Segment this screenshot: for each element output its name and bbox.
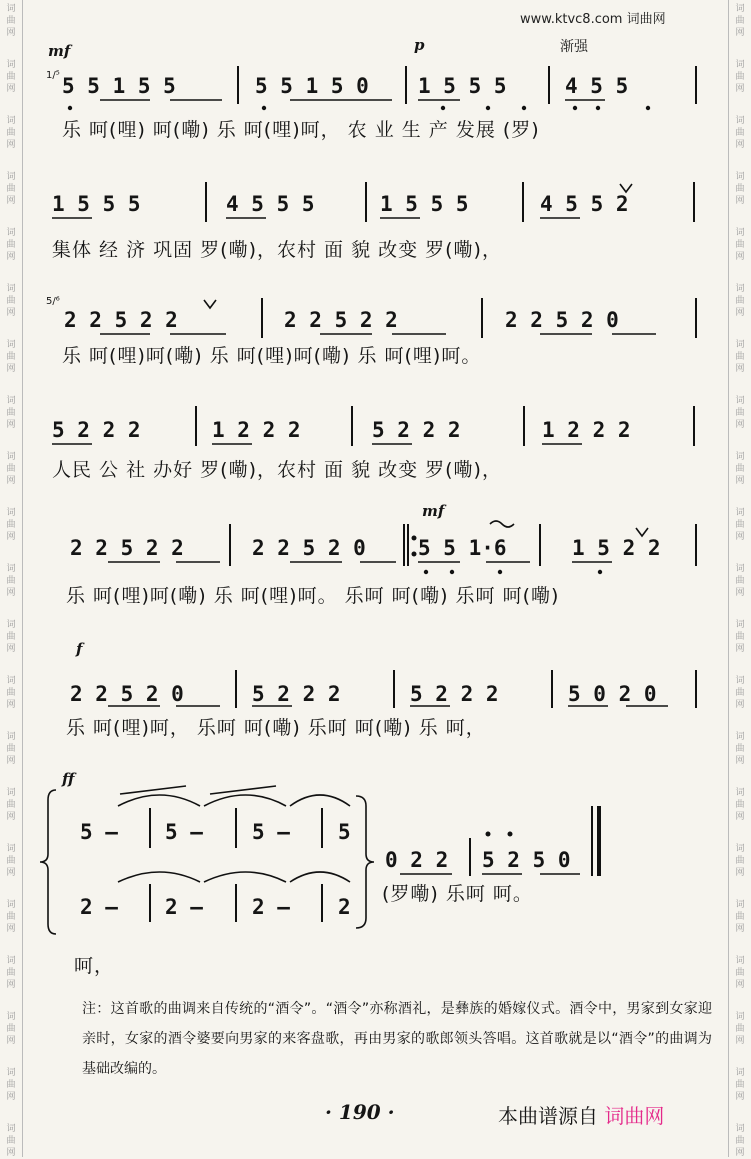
watermark-glyph: 曲 [735,408,745,418]
octave-dot [486,106,490,110]
watermark-glyph: 曲 [735,1080,745,1090]
watermark-glyph: 网 [6,476,16,486]
watermark-glyph: 词 [6,340,16,350]
watermark-glyph: 网 [6,364,16,374]
watermark-glyph: 网 [735,1092,745,1102]
watermark-glyph: 网 [6,420,16,430]
slur [204,795,286,806]
breath-mark [204,300,216,308]
dynamic-mf: mf [422,502,445,520]
watermark-glyph: 词 [6,788,16,798]
watermark-glyph: 曲 [735,688,745,698]
watermark-glyph: 曲 [735,184,745,194]
watermark-glyph: 词 [6,284,16,294]
watermark-glyph: 网 [6,252,16,262]
watermark-glyph: 曲 [6,464,16,474]
grace-note: 1/⁵ [46,70,60,81]
watermark-glyph: 曲 [735,296,745,306]
watermark-glyph: 曲 [735,912,745,922]
watermark-glyph: 网 [735,420,745,430]
measure-6-4: 5 0 2 0 [568,682,657,706]
watermark-glyph: 网 [735,308,745,318]
measure-4-3: 5 2 2 2 [372,418,461,442]
measure-6-3: 5 2 2 2 [410,682,499,706]
grace-note: 5/⁶ [46,296,60,307]
measure-2-4: 4 5 5 2 [540,192,629,216]
left-brace [40,790,56,934]
crescendo-hairpin [210,786,276,794]
watermark-glyph: 曲 [6,16,16,26]
watermark-glyph: 词 [735,116,745,126]
watermark-glyph: 曲 [6,352,16,362]
watermark-glyph: 词 [735,900,745,910]
watermark-glyph: 网 [6,140,16,150]
watermark-glyph: 网 [735,868,745,878]
watermark-glyph: 词 [6,732,16,742]
trill-mark [490,521,514,527]
watermark-glyph: 词 [735,732,745,742]
watermark-glyph: 网 [6,700,16,710]
measure-5-3: 5 5 1·6 [418,536,507,560]
watermark-glyph: 网 [6,308,16,318]
watermark-glyph: 曲 [6,800,16,810]
tail-measure-1: 0 2 2 [385,848,449,872]
watermark-glyph: 词 [6,1124,16,1134]
octave-dot [262,106,266,110]
watermark-glyph: 词 [6,564,16,574]
watermark-glyph: 曲 [6,688,16,698]
watermark-glyph: 词 [735,620,745,630]
watermark-glyph: 网 [6,756,16,766]
watermark-glyph: 曲 [6,128,16,138]
watermark-glyph: 词 [735,1124,745,1134]
lyrics-row-6: 乐 呵(哩)呵， 乐呵 呵(嘞) 乐呵 呵(嘞) 乐 呵， [66,717,486,739]
watermark-glyph: 网 [6,1036,16,1046]
slur [290,872,350,882]
measure-1-1: 5 5 1 5 5 [62,74,176,98]
watermark-glyph: 词 [735,452,745,462]
watermark-glyph: 词 [735,396,745,406]
watermark-glyph: 网 [6,532,16,542]
watermark-glyph: 词 [6,452,16,462]
watermark-glyph: 网 [735,812,745,822]
watermark-glyph: 网 [735,980,745,990]
watermark-glyph: 曲 [735,800,745,810]
watermark-glyph: 词 [735,508,745,518]
octave-dot [68,106,72,110]
crescendo-hairpin [120,786,186,794]
watermark-glyph: 曲 [735,352,745,362]
watermark-glyph: 曲 [6,632,16,642]
upper-measure-4: 5 [338,820,351,844]
watermark-glyph: 曲 [735,1024,745,1034]
watermark-glyph: 网 [735,252,745,262]
watermark-glyph: 词 [735,564,745,574]
repeat-dot [412,552,417,557]
watermark-glyph: 词 [6,676,16,686]
watermark-glyph: 曲 [6,408,16,418]
end-lyric: 呵， [74,955,115,977]
octave-dot [522,106,526,110]
measure-4-2: 1 2 2 2 [212,418,301,442]
dynamic-mf: mf [48,42,71,60]
octave-dot [573,106,577,110]
watermark-glyph: 词 [6,900,16,910]
watermark-glyph: 曲 [6,184,16,194]
watermark-glyph: 网 [735,1036,745,1046]
watermark-glyph: 词 [735,676,745,686]
watermark-glyph: 网 [6,868,16,878]
watermark-glyph: 词 [6,844,16,854]
measure-3-1: 2 2 5 2 2 [64,308,178,332]
tail-lyrics: (罗嘞) 乐呵 呵。 [382,883,533,905]
measure-6-1: 2 2 5 2 0 [70,682,184,706]
source-prefix: 本曲谱源自 [498,1104,598,1128]
repeat-dot [412,536,417,541]
watermark-glyph: 曲 [6,856,16,866]
watermark-glyph: 词 [6,1012,16,1022]
measure-6-2: 5 2 2 2 [252,682,341,706]
watermark-glyph: 词 [735,4,745,14]
page-number: · 190 · [325,1100,395,1124]
watermark-glyph: 曲 [6,520,16,530]
lower-measure-4: 2 [338,895,351,919]
measure-1-2: 5 5 1 5 0 [255,74,369,98]
dynamic-f: f [76,640,83,658]
watermark-glyph: 网 [6,28,16,38]
lyrics-row-5: 乐 呵(哩)呵(嘞) 乐 呵(哩)呵。 乐呵 呵(嘞) 乐呵 呵(嘞) [66,585,560,607]
watermark-glyph: 网 [735,84,745,94]
watermark-glyph: 网 [6,812,16,822]
measure-2-2: 4 5 5 5 [226,192,315,216]
slur [118,872,200,882]
slur [118,795,200,806]
octave-dot [450,570,454,574]
breath-mark [636,528,648,536]
accent-mark [486,832,491,837]
watermark-glyph: 词 [735,844,745,854]
watermark-glyph: 词 [735,172,745,182]
octave-dot [646,106,650,110]
measure-2-1: 1 5 5 5 [52,192,141,216]
watermark-glyph: 网 [735,28,745,38]
measure-3-3: 2 2 5 2 0 [505,308,619,332]
watermark-glyph: 网 [735,364,745,374]
breath-mark [620,184,632,192]
watermark-glyph: 网 [735,644,745,654]
octave-dot [598,570,602,574]
watermark-glyph: 词 [6,1068,16,1078]
measure-5-2: 2 2 5 2 0 [252,536,366,560]
watermark-glyph: 词 [735,956,745,966]
lower-measure-2: 2 — [165,895,203,919]
watermark-glyph: 曲 [735,464,745,474]
site-url[interactable]: www.ktvc8.com [520,12,623,27]
watermark-glyph: 网 [735,532,745,542]
watermark-glyph: 曲 [735,856,745,866]
measure-2-3: 1 5 5 5 [380,192,469,216]
slur [204,872,286,882]
watermark-glyph: 词 [6,620,16,630]
watermark-glyph: 曲 [735,72,745,82]
measure-5-4: 1 5 2 2 [572,536,661,560]
watermark-glyph: 曲 [6,576,16,586]
watermark-glyph: 网 [6,196,16,206]
watermark-glyph: 网 [6,644,16,654]
watermark-glyph: 词 [6,172,16,182]
lower-measure-1: 2 — [80,895,118,919]
octave-dot [498,570,502,574]
upper-measure-1: 5 — [80,820,118,844]
measure-4-4: 1 2 2 2 [542,418,631,442]
watermark-glyph: 词 [735,284,745,294]
dynamic-ff: ff [62,770,75,788]
watermark-glyph: 曲 [735,576,745,586]
source-brand[interactable]: 词曲网 [604,1104,665,1128]
watermark-glyph: 词 [6,228,16,238]
watermark-glyph: 词 [735,60,745,70]
watermark-glyph: 词 [6,956,16,966]
right-brace [356,796,374,928]
watermark-glyph: 曲 [735,16,745,26]
watermark-glyph: 曲 [735,128,745,138]
watermark-glyph: 网 [735,196,745,206]
measure-1-3: 1 5 5 5 [418,74,507,98]
octave-dot [596,106,600,110]
slur [290,795,350,806]
watermark-glyph: 曲 [6,912,16,922]
accent-mark [508,832,513,837]
watermark-glyph: 网 [735,1148,745,1158]
watermark-glyph: 曲 [735,632,745,642]
watermark-glyph: 曲 [6,72,16,82]
watermark-glyph: 曲 [6,744,16,754]
watermark-glyph: 词 [6,396,16,406]
measure-3-2: 2 2 5 2 2 [284,308,398,332]
measure-1-4: 4 5 5 [565,74,629,98]
watermark-glyph: 曲 [735,744,745,754]
watermark-glyph: 网 [6,1148,16,1158]
lower-measure-3: 2 — [252,895,290,919]
watermark-glyph: 网 [735,756,745,766]
watermark-glyph: 网 [735,924,745,934]
watermark-glyph: 网 [735,476,745,486]
lyrics-row-3: 乐 呵(哩)呵(嘞) 乐 呵(哩)呵(嘞) 乐 呵(哩)呵。 [62,345,482,367]
upper-measure-2: 5 — [165,820,203,844]
watermark-glyph: 词 [6,116,16,126]
footnote: 注：这首歌的曲调来自传统的“酒令”。“酒令”亦称酒礼，是彝族的婚嫁仪式。酒令中，男家到女家迎亲时，女家的酒令婆要向男家的来客盘歌，再由男家的歌郎领头答唱。这首歌就是以“酒令”的曲调为基础改编的。 [82,1001,712,1077]
watermark-glyph: 曲 [6,968,16,978]
watermark-glyph: 网 [6,924,16,934]
lyrics-row-2: 集体 经 济 巩固 罗(嘞)，农村 面 貌 改变 罗(嘞)， [52,239,502,261]
watermark-glyph: 网 [735,140,745,150]
watermark-glyph: 曲 [6,1080,16,1090]
watermark-glyph: 网 [6,84,16,94]
tail-measure-2: 5 2 5 0 [482,848,571,872]
watermark-glyph: 曲 [6,240,16,250]
watermark-glyph: 曲 [6,1136,16,1146]
watermark-glyph: 网 [6,1092,16,1102]
watermark-glyph: 曲 [6,296,16,306]
measure-5-1: 2 2 5 2 2 [70,536,184,560]
watermark-glyph: 网 [6,980,16,990]
watermark-glyph: 词 [6,4,16,14]
lyrics-row-1: 乐 呵(哩) 呵(嘞) 乐 呵(哩)呵， 农 业 生 产 发展 (罗) [62,119,540,141]
watermark-glyph: 词 [6,60,16,70]
crescendo-mark: 渐强 [560,39,588,55]
watermark-glyph: 词 [6,508,16,518]
lyrics-row-4: 人民 公 社 办好 罗(嘞)，农村 面 貌 改变 罗(嘞)， [52,459,502,481]
octave-dot [441,106,445,110]
watermark-glyph: 曲 [735,520,745,530]
site-brand: 词曲网 [626,12,666,27]
watermark-glyph: 词 [735,340,745,350]
watermark-glyph: 曲 [735,240,745,250]
watermark-glyph: 曲 [735,968,745,978]
watermark-glyph: 网 [735,700,745,710]
watermark-glyph: 词 [735,1012,745,1022]
measure-4-1: 5 2 2 2 [52,418,141,442]
octave-dot [424,570,428,574]
watermark-glyph: 词 [735,788,745,798]
watermark-glyph: 网 [6,588,16,598]
upper-measure-3: 5 — [252,820,290,844]
watermark-glyph: 网 [735,588,745,598]
dynamic-p: p [414,36,425,54]
watermark-glyph: 曲 [6,1024,16,1034]
watermark-glyph: 词 [735,228,745,238]
watermark-glyph: 曲 [735,1136,745,1146]
watermark-glyph: 词 [735,1068,745,1078]
